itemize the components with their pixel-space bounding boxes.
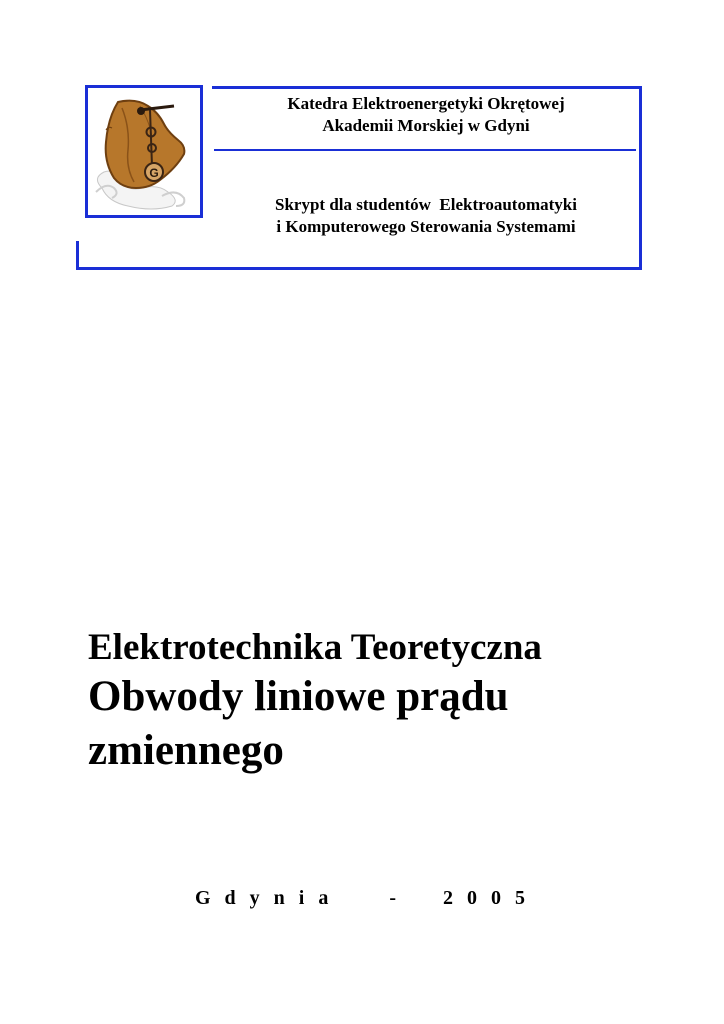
title-line2: Obwody liniowe prądu zmiennego <box>88 673 509 774</box>
logo-frame <box>85 85 203 218</box>
university-crest-icon <box>88 88 200 215</box>
document-title <box>88 626 688 778</box>
title-line1: Elektrotechnika Teoretyczna <box>88 627 542 668</box>
place-date-line <box>195 886 539 910</box>
city: Gdynia <box>195 887 343 909</box>
header-divider-line <box>214 149 636 151</box>
separator: - <box>389 887 397 909</box>
header-frame-right-line <box>639 86 642 270</box>
institution-name-line2: Akademii Morskiej w Gdyni <box>322 116 530 135</box>
institution-block <box>214 93 638 137</box>
svg-text:G: G <box>149 166 159 180</box>
institution-name-line1: Katedra Elektroenergetyki Okrętowej <box>287 94 565 113</box>
course-line1: Skrypt dla studentów Elektroautomatyki <box>275 195 577 214</box>
header-frame-left-line <box>76 241 79 270</box>
course-block <box>214 194 638 238</box>
header-frame-top-line <box>212 86 642 89</box>
year: 2005 <box>443 887 539 909</box>
header-frame-bottom-line <box>79 267 642 270</box>
course-line2: i Komputerowego Sterowania Systemami <box>276 217 576 236</box>
